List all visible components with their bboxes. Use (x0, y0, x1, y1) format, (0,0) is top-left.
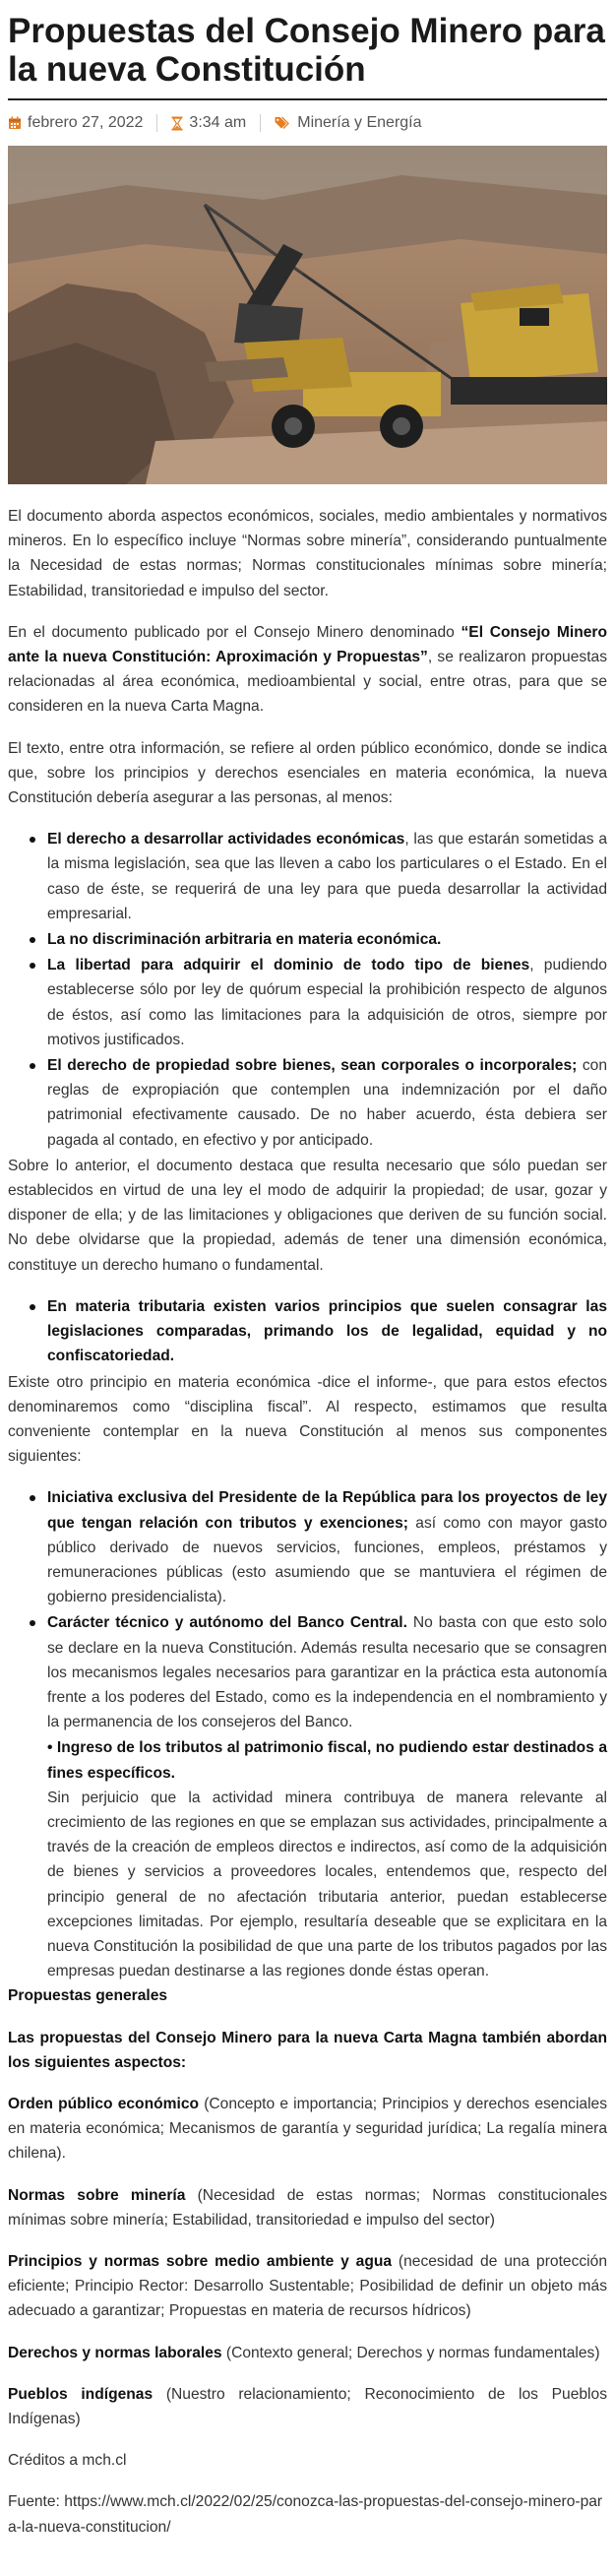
aspect-text: (Nuestro relacionamiento; Reconocimiento de los Pueblos Indígenas) (8, 2385, 607, 2428)
subblock-heading-text: • Ingreso de los tributos al patrimonio fiscal, no pudiendo estar destinados a fines específicos. (47, 1739, 607, 1782)
list-item-text: No basta con que esto solo se declare en la nueva Constitución. Además resulta necesario que se consagren los mecanismos legales necesarios para garantizar en la práctica esta autonomía frente a los poderes del Estado, como es la independencia en el nombramiento y la permanencia de los consejeros del Banco. (47, 1614, 607, 1731)
aspects-heading (8, 2026, 607, 2075)
aspect-item (8, 2249, 607, 2324)
aspect-title: Pueblos indígenas (8, 2385, 154, 2403)
meta-divider (156, 114, 157, 132)
post-time (171, 114, 246, 132)
subblock-heading (47, 1735, 607, 1785)
list-item (8, 953, 607, 1052)
aspect-item (8, 2183, 607, 2232)
aspect-title: Orden público económico (8, 2095, 200, 2112)
list-item (8, 827, 607, 926)
tax-allocation-block (8, 1735, 607, 1983)
paragraph: El documento aborda aspectos económicos, sociales, medio ambientales y normativos mineros. En lo específico incluye “Normas sobre minería”, considerando puntualmente la Necesidad de estas normas; Normas constitucionales mínimas sobre minería; Estabilidad, transitoriedad e impulso del sector. (8, 508, 607, 599)
hourglass-icon (171, 116, 183, 131)
aspect-title: Derechos y normas laborales (8, 2344, 222, 2361)
list-item-bold: La libertad para adquirir el dominio de todo tipo de bienes (47, 957, 530, 974)
list-item (8, 1485, 607, 1609)
page-title: Propuestas del Consejo Minero para la nueva Constitución (8, 12, 607, 100)
tag-icon (275, 116, 291, 130)
tax-list (8, 1294, 607, 1369)
meta-divider (260, 114, 261, 132)
paragraph: Existe otro principio en materia económica -dice el informe-, que para estos efectos denominaremos como “disciplina fiscal”. Al respecto, estimamos que resulta conveniente contemplar en la nueva Constitución al menos sus componentes siguientes: (8, 1373, 607, 1466)
list-item-text: , las que estarán sometidas a la misma legislación, sea que las lleven a cabo los particulares o el Estado. En el caso de éste, se requerirá de una ley para que pueda desarrollar la actividad empresarial. (47, 831, 607, 922)
document-title: “El Consejo Minero ante la nueva Constitución: Aproximación y Propuestas” (8, 623, 607, 666)
aspect-text: (Concepto e importancia; Principios y derechos esenciales en materia económica; Mecanismos de garantía y seguridad jurídica; La regalía minera chilena). (8, 2095, 608, 2163)
list-item-text: así como con mayor gasto público derivado de nuevos servicios, funciones, empleos, préstamos y remuneraciones públicas (esto asumiendo que se mantuviera el régimen de gobierno presidencialista). (47, 1514, 608, 1606)
aspect-item (8, 2341, 607, 2365)
list-item-bold: La no discriminación arbitraria en materia económica. (47, 931, 442, 949)
post-time-text: 3:34 am (189, 114, 247, 131)
list-item-bold: El derecho de propiedad sobre bienes, sean corporales o incorporales; (47, 1057, 578, 1075)
paragraph: El texto, entre otra información, se refiere al orden público económico, donde se indica que, sobre los principios y derechos esenciales en materia económica, la nueva Constitución debería asegurar a las personas, al menos: (8, 739, 607, 807)
credits: Créditos a mch.cl (8, 2452, 127, 2470)
aspects-heading-text: Las propuestas del Consejo Minero para la nueva Carta Magna también abordan los siguientes aspectos: (8, 2029, 607, 2071)
fiscal-list (8, 1485, 607, 1734)
paragraph-text: En el documento publicado por el Consejo Minero denominado (8, 623, 461, 641)
post-meta (8, 100, 607, 146)
featured-image (8, 146, 607, 484)
paragraph: Sobre lo anterior, el documento destaca que resulta necesario que sólo puedan ser establecidos en virtud de una ley el modo de adquirir la propiedad; de usar, gozar y disponer de ella; y de las limitaciones y obligaciones que deriven de su función social. No debe olvidarse que la propiedad, además de tener una dimensión económica, constituye un derecho humano o fundamental. (8, 1157, 607, 1274)
paragraph (8, 620, 607, 720)
rights-list (8, 827, 607, 1153)
aspect-text: (necesidad de una protección eficiente; Principio Rector: Desarrollo Sustentable; Posibilidad de definir un objeto más adecuado a garantizar; Propuestas en materia de recursos hídricos) (8, 2253, 607, 2320)
post-date-text: febrero 27, 2022 (28, 114, 144, 131)
list-item-bold: Carácter técnico y autónomo del Banco Central. (47, 1614, 407, 1632)
list-item-bold: En materia tributaria existen varios principios que suelen consagrar las legislaciones comparadas, primando los de legalidad, equidad y no confiscatoriedad. (47, 1297, 607, 1365)
list-item (8, 1294, 607, 1369)
section-heading (8, 1983, 607, 2008)
list-item (8, 1053, 607, 1153)
aspect-text: (Necesidad de estas normas; Normas constitucionales mínimas sobre minería; Estabilidad, transitoriedad e impulso del sector) (8, 2186, 607, 2229)
aspect-text: (Contexto general; Derechos y normas fundamentales) (221, 2344, 600, 2361)
aspect-title: Principios y normas sobre medio ambiente y agua (8, 2253, 393, 2270)
list-item-text: , pudiendo establecerse sólo por ley de quórum especial la prohibición respecto de algunos de éstos, así como las limitaciones para la adquisición de otros, siempre por motivos justificados. (47, 957, 607, 1048)
section-heading-text: Propuestas generales (8, 1987, 168, 2005)
aspect-title: Normas sobre minería (8, 2186, 186, 2204)
list-item (8, 1610, 607, 1734)
list-item-bold: El derecho a desarrollar actividades económicas (47, 831, 405, 848)
calendar-icon (8, 116, 22, 130)
subblock-text: Sin perjuicio que la actividad minera contribuya de manera relevante al crecimiento de las regiones en que se emplazan sus actividades, principalmente a través de la creación de empleos directos e indirectos, así como de la adquisición de bienes y servicios a proveedores locales, entendemos que, respecto del principio general de no afectación tributaria anterior, puedan establecerse excepciones limitadas. Por ejemplo, resultaría deseable que se explicitara en la nueva Constitución la posibilidad de que una parte de los tributos pagados por las empresas puedan destinarse a las regiones donde éstas operan. (47, 1789, 607, 1980)
list-item-text: con reglas de expropiación que contemplen una indemnización por el daño patrimonial efectivamente causado. De no haber acuerdo, ésta debiera ser pagada al contado, en efectivo y por anticipado. (47, 1057, 607, 1149)
aspect-item (8, 2382, 607, 2431)
list-item-bold: Iniciativa exclusiva del Presidente de la República para los proyectos de ley que tengan relación con tributos y exenciones; (47, 1489, 607, 1532)
aspect-item (8, 2092, 607, 2167)
paragraph-text: , se realizaron propuestas relacionadas al área económica, medioambiental y social, entre otras, para que se consideren en la nueva Carta Magna. (8, 649, 607, 716)
post-category[interactable] (275, 114, 421, 132)
source-link[interactable]: Fuente: https://www.mch.cl/2022/02/25/conozca-las-propuestas-del-consejo-minero-para-la-nueva-constitucion/ (8, 2493, 603, 2536)
list-item (8, 927, 607, 952)
post-category-text: Minería y Energía (297, 114, 422, 131)
post-date[interactable] (8, 114, 143, 132)
